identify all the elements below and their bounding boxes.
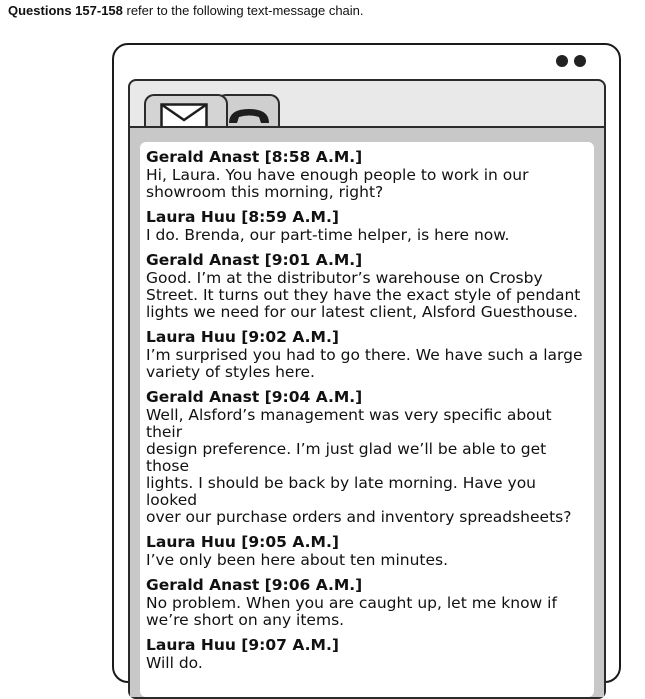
- message-text-line: lights we need for our latest client, Alsford Guesthouse.: [146, 303, 578, 321]
- message-sender: Gerald Anast [9:06 A.M.]: [146, 576, 363, 594]
- message-item: [146, 208, 588, 244]
- message-sender: Gerald Anast [8:58 A.M.]: [146, 148, 363, 166]
- question-intro: [8, 3, 364, 18]
- message-item: [146, 636, 588, 672]
- message-item: [146, 251, 588, 321]
- message-text-line: I’ve only been here about ten minutes.: [146, 551, 449, 569]
- camera-dot-icon: [556, 55, 568, 67]
- message-sender: Laura Huu [8:59 A.M.]: [146, 208, 339, 226]
- message-sender: Laura Huu [9:05 A.M.]: [146, 533, 339, 551]
- message-item: [146, 148, 588, 201]
- message-sender: Laura Huu [9:07 A.M.]: [146, 636, 339, 654]
- sensor-dot-icon: [574, 55, 586, 67]
- message-panel: [130, 126, 604, 697]
- message-sender: Laura Huu [9:02 A.M.]: [146, 328, 339, 346]
- message-item: [146, 576, 588, 629]
- message-text-line: variety of styles here.: [146, 363, 315, 381]
- phone-device-frame: [112, 43, 621, 683]
- message-text-line: Hi, Laura. You have enough people to work in our: [146, 166, 529, 184]
- message-text-line: showroom this morning, right?: [146, 183, 384, 201]
- message-text-line: No problem. When you are caught up, let me know if: [146, 594, 557, 612]
- message-sender: Gerald Anast [9:01 A.M.]: [146, 251, 363, 269]
- message-item: [146, 328, 588, 381]
- question-range: Questions 157-158: [8, 3, 123, 18]
- message-text-line: Good. I’m at the distributor’s warehouse on Crosby: [146, 269, 543, 287]
- message-text-line: we’re short on any items.: [146, 611, 345, 629]
- message-text-line: Will do.: [146, 654, 203, 672]
- message-text-line: Well, Alsford’s management was very specific about their: [146, 406, 552, 441]
- message-text-line: I’m surprised you had to go there. We have such a large: [146, 346, 583, 364]
- message-item: [146, 388, 588, 526]
- device-screen: [128, 79, 606, 699]
- phone-handset-icon: [226, 105, 272, 127]
- message-text-line: design preference. I’m just glad we’ll be able to get those: [146, 440, 547, 475]
- message-sender: Gerald Anast [9:04 A.M.]: [146, 388, 363, 406]
- message-text-line: I do. Brenda, our part-time helper, is here now.: [146, 226, 510, 244]
- message-item: [146, 533, 588, 569]
- question-intro-text: refer to the following text-message chain.: [122, 3, 364, 18]
- message-text-line: lights. I should be back by late morning. Have you looked: [146, 474, 537, 509]
- message-text-line: over our purchase orders and inventory spreadsheets?: [146, 508, 572, 526]
- message-list: [140, 142, 594, 697]
- message-text-line: Street. It turns out they have the exact style of pendant: [146, 286, 581, 304]
